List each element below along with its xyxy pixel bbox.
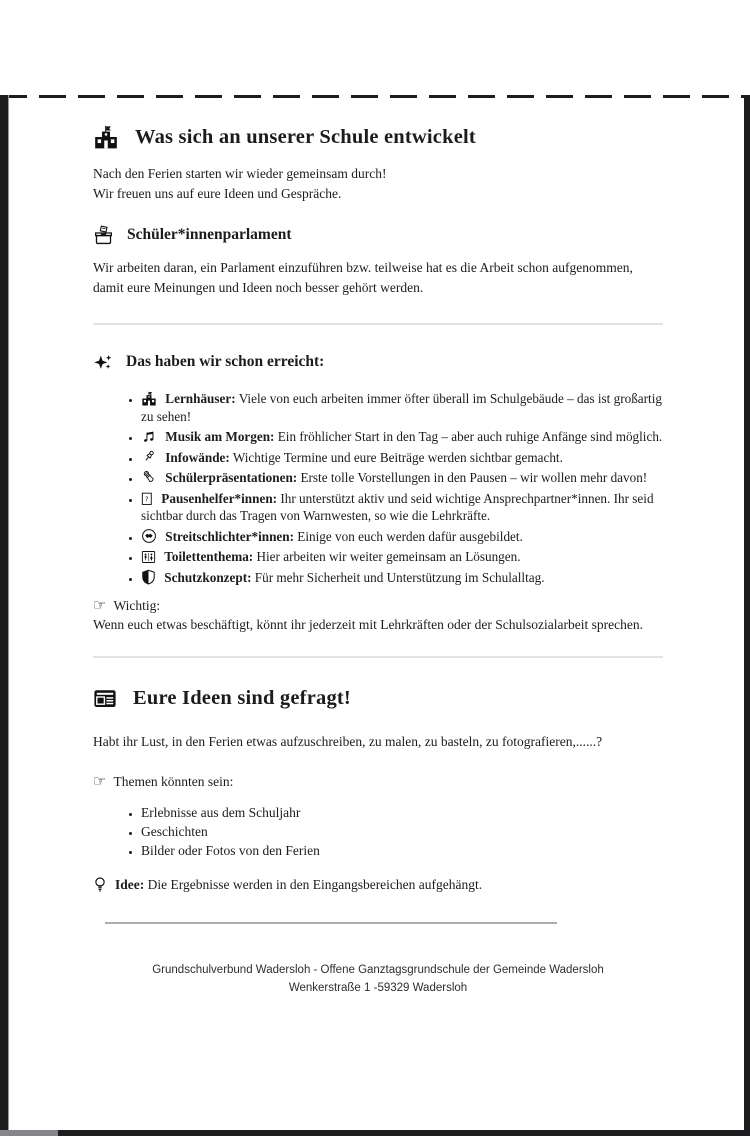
newspaper-icon	[93, 688, 117, 709]
list-item-label: Lernhäuser:	[165, 391, 236, 406]
viewer-frame-bottom	[0, 1130, 750, 1136]
viewer-frame-bottom-edge	[0, 1130, 58, 1136]
handshake-icon	[141, 528, 157, 544]
list-item-text: Ein fröhlicher Start in den Tag – aber auch ruhige Anfänge sind möglich.	[277, 429, 663, 444]
achievements-list	[93, 390, 663, 586]
list-item-label: Infowände:	[165, 449, 230, 465]
school-icon	[93, 125, 119, 149]
microphone-icon	[141, 469, 157, 485]
music-notes-icon	[141, 429, 157, 444]
list-item: • Bilder oder Fotos von den Ferien	[141, 842, 663, 860]
footer-divider	[105, 922, 557, 924]
pointing-hand-icon: ☞	[93, 596, 107, 614]
footer-line-2: Wenkerstraße 1 -59329 Wadersloh	[288, 981, 468, 994]
list-item-text: Wichtige Termine und eure Beiträge werden sichtbar gemacht.	[232, 449, 563, 465]
pointing-hand-icon: ☞	[93, 772, 107, 790]
parliament-paragraph: Wir arbeiten daran, ein Parlament einzuführen bzw. teilweise hat es die Arbeit schon aufgenommen, damit eure Meinungen und Ideen noch besser gehört werden.	[93, 260, 633, 295]
list-item-text: Erste tolle Vorstellungen in den Pausen – wir wollen mehr davon!	[300, 470, 648, 485]
list-item	[141, 469, 663, 487]
svg-text:?: • ?	[144, 495, 149, 504]
list-item-label: Pausenhelfer*innen:	[161, 490, 278, 506]
footer	[93, 962, 663, 997]
list-item	[141, 569, 663, 587]
list-item-text: Ihr unterstützt aktiv und seid wichtige Ansprechpartner*innen. Ihr seid sichtbar durch das Tragen von Warnwesten, so wie die Lehrkräfte.	[141, 490, 654, 523]
section-heading-text: Das haben wir schon erreicht:	[126, 353, 325, 370]
intro-line-1: Nach den Ferien starten wir wieder gemeinsam durch!	[93, 166, 387, 181]
topics-list	[93, 804, 663, 860]
section-heading-ideas	[93, 684, 663, 712]
idea-note-label: Idee:	[115, 877, 145, 892]
intro-line-2: Wir freuen uns auf eure Ideen und Gespräche.	[93, 186, 342, 201]
page-title-text: Was sich an unserer Schule entwickelt	[135, 126, 476, 148]
important-note-text: Wenn euch etwas beschäftigt, könnt ihr jederzeit mit Lehrkräften oder der Schulsozialarbeit sprechen.	[93, 617, 643, 632]
list-item	[141, 548, 663, 566]
list-item	[141, 390, 663, 425]
list-item-label: Toilettenthema:	[164, 549, 254, 564]
idea-note	[93, 875, 663, 894]
document-content	[93, 95, 663, 997]
page-title	[93, 123, 663, 151]
idea-note-text	[115, 875, 482, 894]
list-item-label: Musik am Morgen:	[165, 429, 275, 444]
list-item-text: Für mehr Sicherheit und Unterstützung im Schulalltag.	[254, 569, 545, 585]
list-item: • Erlebnisse aus dem Schuljahr	[141, 804, 663, 822]
lightbulb-icon	[93, 876, 107, 893]
footer-line-1: Grundschulverbund Wadersloh - Offene Ganztagsgrundschule der Gemeinde Wadersloh	[152, 964, 604, 976]
missing-glyph-icon	[141, 492, 153, 506]
list-item	[141, 428, 663, 446]
shield-icon	[141, 569, 156, 585]
list-item	[141, 490, 663, 525]
restroom-icon	[141, 550, 156, 564]
list-item-text: Viele von euch arbeiten immer öfter überall im Schulgebäude – das ist großartig zu sehen!	[141, 391, 662, 424]
section-heading-parliament	[93, 224, 663, 246]
list-item-text: Einige von euch werden dafür ausgebildet.	[297, 528, 523, 544]
section-divider	[93, 323, 663, 325]
intro-paragraph	[93, 164, 663, 204]
important-note	[93, 596, 663, 634]
section-heading-text: Schüler*innenparlament	[127, 226, 292, 243]
list-item-label: Schutzkonzept:	[164, 569, 252, 585]
topics-label: Themen könnten sein:	[113, 774, 234, 789]
important-note-label: Wichtig:	[113, 598, 161, 613]
pushpin-icon	[141, 449, 157, 465]
ideas-intro-paragraph: Habt ihr Lust, in den Ferien etwas aufzuschreiben, zu malen, zu basteln, zu fotografieren,......?	[93, 734, 603, 749]
sparkles-icon	[93, 353, 113, 372]
list-item: • Geschichten	[141, 823, 663, 841]
list-item-label: Schülerpräsentationen:	[165, 470, 298, 485]
viewer-frame-top	[0, 95, 750, 98]
list-item-text: Hier arbeiten wir weiter gemeinsam an Lösungen.	[256, 549, 521, 564]
document-page	[0, 95, 750, 1136]
viewer-frame-right	[744, 95, 750, 1136]
list-item	[141, 528, 663, 546]
list-item-label: Streitschlichter*innen:	[165, 528, 294, 544]
section-heading-text: Eure Ideen sind gefragt!	[133, 687, 351, 709]
section-divider	[93, 656, 663, 658]
viewer-frame-left	[0, 95, 9, 1136]
school-icon	[141, 391, 157, 406]
idea-note-body: Die Ergebnisse werden in den Eingangsbereichen aufgehängt.	[147, 877, 483, 892]
list-item	[141, 449, 663, 467]
topics-label-row	[93, 772, 663, 791]
ballot-box-icon	[93, 225, 114, 246]
section-heading-achievements	[93, 351, 663, 373]
